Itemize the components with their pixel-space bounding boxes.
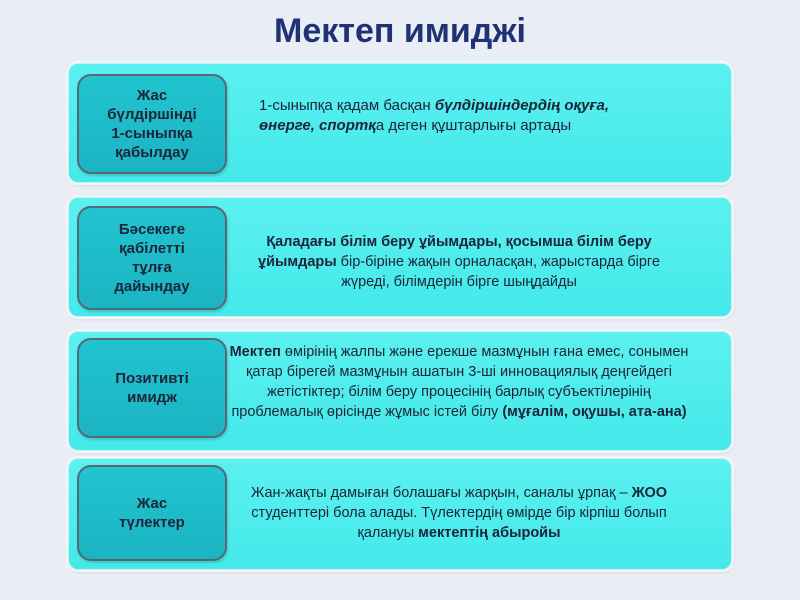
- desc-emphasis: (мұғалім, оқушы, ата-ана): [502, 404, 687, 420]
- row-label-text: Позитивті имидж: [115, 370, 189, 406]
- desc-text: 1-сыныпқа қадам басқан: [259, 97, 435, 114]
- row-label-text: Бәсекеге қабілетті тұлға дайындау: [114, 221, 190, 295]
- row-description: [239, 232, 679, 292]
- row-label-text: Жас бүлдіршінді 1-сыныпқа қабылдау: [107, 87, 197, 161]
- desc-emphasis: Қаладағы білім беру ұйымдары, қосымша білім беру ұйымдары: [258, 234, 652, 270]
- desc-text: а деген құштарлығы артады: [375, 117, 572, 134]
- row-young-graduates: [68, 458, 732, 570]
- row-label: [77, 74, 227, 174]
- desc-emphasis: Мектеп: [229, 344, 281, 360]
- row-young-first-graders: [68, 63, 732, 183]
- row-label: [77, 338, 227, 438]
- desc-text: бір-біріне жақын орналасқан, жарыстарда бірге жүреді, білімдерін бірге шыңдайды: [336, 254, 660, 290]
- row-label-text: Жас түлектер: [119, 495, 185, 531]
- row-competitive-personality: [68, 197, 732, 317]
- row-positive-image: [68, 331, 732, 451]
- desc-text: Жан-жақты дамыған болашағы жарқын, саналы ұрпақ –: [250, 485, 632, 501]
- desc-emphasis: ЖОО: [631, 485, 668, 501]
- desc-emphasis: мектептің абыройы: [418, 525, 561, 541]
- page-title: Мектеп имиджі: [274, 12, 526, 50]
- desc-text: студенттері бола алады. Түлектердің өмірде бір кірпіш болып қалануы: [251, 505, 667, 541]
- row-label: [77, 206, 227, 310]
- row-description: [239, 483, 679, 543]
- desc-text: өмірінің жалпы және ерекше мазмұнын ғана емес, сонымен қатар бірегей мазмұнын ашатын 3-ші инновациялық деңгейдегі жетістіктер; білім беру процесінің барлық субъектілерінің проблемалық өрісінде жұмыс істей білу: [231, 344, 689, 420]
- desc-emphasis: бүлдіршіндердің оқуға, өнерге, спортқ: [259, 97, 610, 134]
- row-description: [259, 96, 659, 136]
- row-label: [77, 465, 227, 561]
- row-description: [229, 342, 689, 422]
